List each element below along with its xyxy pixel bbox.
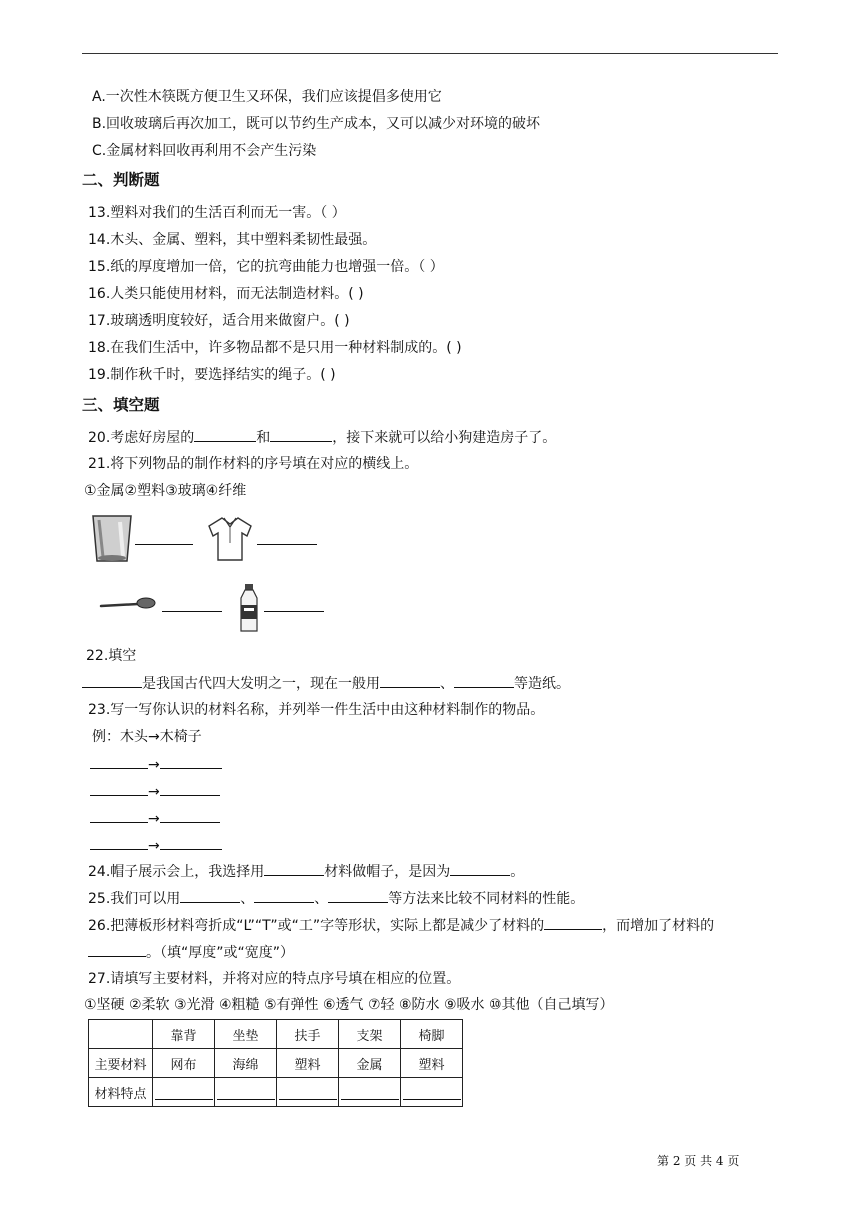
table-row bbox=[89, 1078, 463, 1107]
choice-option-c: C.金属材料回收再利用不会产生污染 bbox=[92, 143, 317, 159]
table-answer-cell[interactable] bbox=[401, 1078, 463, 1107]
question-22: 是我国古代四大发明之一，现在一般用 、 等造纸。 bbox=[82, 674, 570, 693]
question-16: 16.人类只能使用材料，而无法制造材料。( ) bbox=[88, 286, 364, 302]
answer-blank[interactable] bbox=[160, 782, 220, 796]
section-title-fill: 三、填空题 bbox=[82, 396, 160, 414]
answer-blank[interactable] bbox=[328, 889, 388, 903]
answer-blank[interactable] bbox=[544, 916, 602, 930]
table-answer-cell[interactable] bbox=[339, 1078, 401, 1107]
answer-blank[interactable] bbox=[264, 862, 324, 876]
table-header-cell: 坐垫 bbox=[215, 1020, 277, 1049]
question-20: 20.考虑好房屋的 和 ，接下来就可以给小狗建造房子了。 bbox=[88, 430, 557, 446]
table-answer-cell[interactable] bbox=[277, 1078, 339, 1107]
page-footer: 第 2 页 共 4 页 bbox=[657, 1154, 740, 1168]
question-17: 17.玻璃透明度较好，适合用来做窗户。( ) bbox=[88, 313, 350, 329]
question-19: 19.制作秋千时，要选择结实的绳子。( ) bbox=[88, 367, 336, 383]
answer-blank[interactable] bbox=[160, 809, 220, 823]
shirt-image bbox=[206, 515, 254, 563]
question-23-title: 23.写一写你认识的材料名称，并列举一件生活中由这种材料制作的物品。 bbox=[88, 702, 545, 718]
table-cell: 塑料 bbox=[401, 1049, 463, 1078]
question-26: 26.把薄板形材料弯折成“L”“T”或“工”字等形状，实际上都是减少了材料的 ，而增加了材料的 bbox=[88, 918, 715, 934]
glass-cup-image bbox=[90, 514, 134, 564]
answer-blank[interactable] bbox=[270, 428, 332, 442]
answer-blank[interactable] bbox=[135, 531, 193, 545]
materials-table bbox=[88, 1019, 463, 1107]
question-23-line: → bbox=[90, 836, 222, 855]
table-header-row bbox=[89, 1020, 463, 1049]
answer-blank[interactable] bbox=[162, 598, 222, 612]
answer-blank[interactable] bbox=[88, 943, 146, 957]
question-15: 15.纸的厚度增加一倍，它的抗弯曲能力也增强一倍。（ ） bbox=[88, 259, 444, 275]
table-header-cell bbox=[89, 1020, 153, 1049]
table-row-label: 材料特点 bbox=[89, 1078, 153, 1107]
bottle-image bbox=[237, 583, 261, 633]
answer-blank[interactable] bbox=[254, 889, 314, 903]
question-14: 14.木头、金属、塑料，其中塑料柔韧性最强。 bbox=[88, 232, 377, 248]
table-header-cell: 支架 bbox=[339, 1020, 401, 1049]
question-25: 25.我们可以用 、 、 等方法来比较不同材料的性能。 bbox=[88, 891, 585, 907]
question-23-line: → bbox=[90, 755, 222, 774]
choice-option-b: B.回收玻璃后再次加工，既可以节约生产成本，又可以减少对环境的破坏 bbox=[92, 116, 541, 132]
question-27-options: ①坚硬 ②柔软 ③光滑 ④粗糙 ⑤有弹性 ⑥透气 ⑦轻 ⑧防水 ⑨吸水 ⑩其他（自己填写） bbox=[84, 997, 614, 1013]
table-answer-cell[interactable] bbox=[215, 1078, 277, 1107]
answer-blank[interactable] bbox=[90, 836, 148, 850]
choice-option-a: A.一次性木筷既方便卫生又环保，我们应该提倡多使用它 bbox=[92, 89, 442, 105]
answer-blank[interactable] bbox=[180, 889, 240, 903]
table-cell: 金属 bbox=[339, 1049, 401, 1078]
question-26-line2: 。（填“厚度”或“宽度”） bbox=[88, 943, 294, 962]
spoon-image bbox=[98, 593, 158, 617]
answer-blank[interactable] bbox=[194, 428, 256, 442]
section-title-judgment: 二、判断题 bbox=[82, 171, 160, 189]
table-header-cell: 扶手 bbox=[277, 1020, 339, 1049]
question-23-line: → bbox=[90, 782, 220, 801]
table-row bbox=[89, 1049, 463, 1078]
answer-blank[interactable] bbox=[160, 836, 222, 850]
answer-blank[interactable] bbox=[264, 598, 324, 612]
answer-blank[interactable] bbox=[90, 782, 148, 796]
answer-blank[interactable] bbox=[257, 531, 317, 545]
question-23-example: 例：木头→木椅子 bbox=[92, 729, 202, 745]
question-13: 13.塑料对我们的生活百利而无一害。（ ） bbox=[88, 205, 346, 221]
answer-blank[interactable] bbox=[160, 755, 222, 769]
question-27-title: 27.请填写主要材料，并将对应的特点序号填在相应的位置。 bbox=[88, 971, 461, 987]
question-21-title: 21.将下列物品的制作材料的序号填在对应的横线上。 bbox=[88, 456, 419, 472]
question-18: 18.在我们生活中，许多物品都不是只用一种材料制成的。( ) bbox=[88, 340, 462, 356]
question-22-title: 22.填空 bbox=[86, 648, 137, 664]
answer-blank[interactable] bbox=[90, 755, 148, 769]
table-row-label: 主要材料 bbox=[89, 1049, 153, 1078]
table-header-cell: 靠背 bbox=[153, 1020, 215, 1049]
table-cell: 塑料 bbox=[277, 1049, 339, 1078]
answer-blank[interactable] bbox=[90, 809, 148, 823]
table-header-cell: 椅脚 bbox=[401, 1020, 463, 1049]
answer-blank[interactable] bbox=[454, 674, 514, 688]
table-cell: 海绵 bbox=[215, 1049, 277, 1078]
table-cell: 网布 bbox=[153, 1049, 215, 1078]
answer-blank[interactable] bbox=[82, 674, 142, 688]
question-23-line: → bbox=[90, 809, 220, 828]
answer-blank[interactable] bbox=[450, 862, 510, 876]
header-rule bbox=[82, 53, 778, 54]
answer-blank[interactable] bbox=[380, 674, 440, 688]
table-answer-cell[interactable] bbox=[153, 1078, 215, 1107]
question-21-options: ①金属②塑料③玻璃④纤维 bbox=[84, 483, 247, 499]
question-24: 24.帽子展示会上，我选择用 材料做帽子，是因为 。 bbox=[88, 864, 525, 880]
